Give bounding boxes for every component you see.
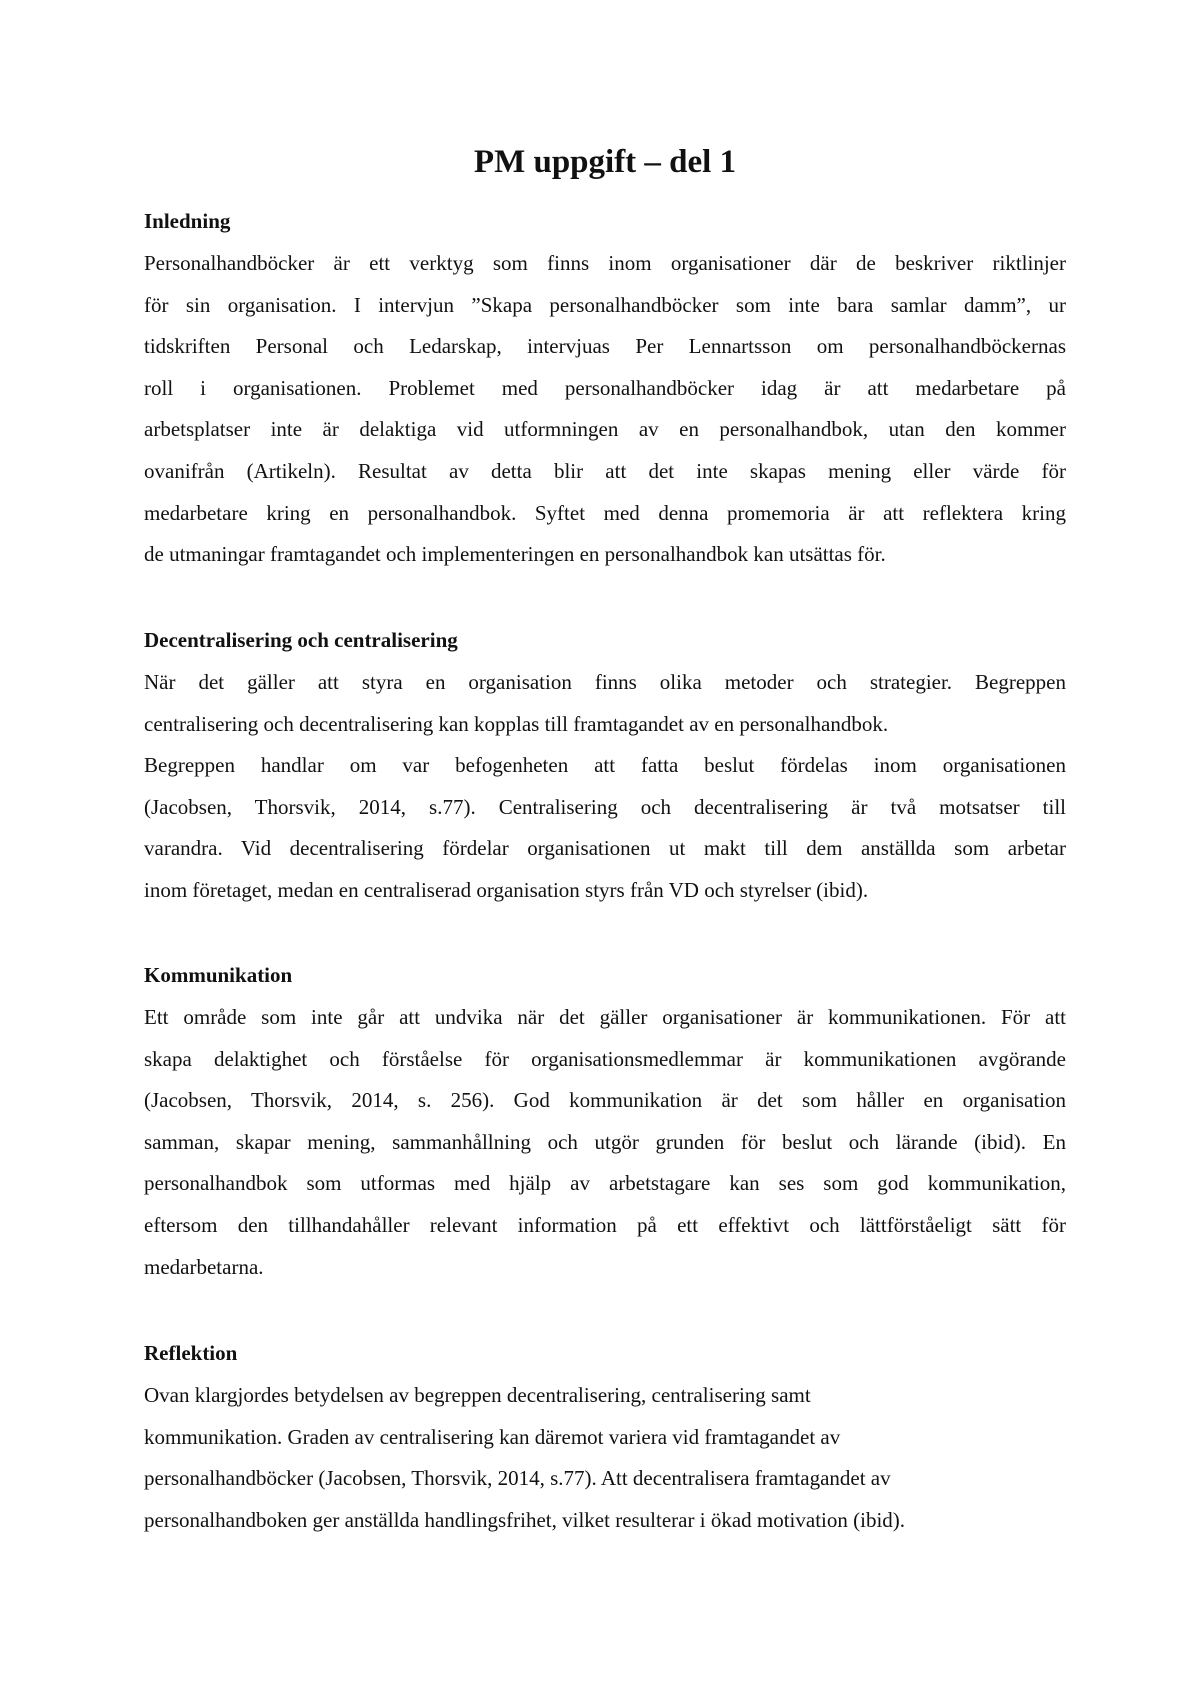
section-heading-decentralisering: Decentralisering och centralisering <box>144 628 458 652</box>
paragraph-line: för sin organisation. I intervjun ”Skapa personalhandböcker som inte bara samlar damm”, ur <box>144 292 1066 317</box>
paragraph-line: inom företaget, medan en centraliserad organisation styrs från VD och styrelser (ibid). <box>144 877 869 902</box>
section-body-reflektion <box>144 1375 1066 1541</box>
section-body-inledning <box>144 243 1066 576</box>
paragraph-line: personalhandbok som utformas med hjälp av arbetstagare kan ses som god kommunikation, <box>144 1171 1066 1196</box>
paragraph-line: När det gäller att styra en organisation finns olika metoder och strategier. Begreppen <box>144 670 1066 694</box>
paragraph-line: Begreppen handlar om var befogenheten att fatta beslut fördelas inom organisationen <box>144 753 1066 778</box>
paragraph-line: (Jacobsen, Thorsvik, 2014, s.77). Centralisering och decentralisering är två motsatser till <box>144 794 1066 819</box>
paragraph-line: varandra. Vid decentralisering fördelar organisationen ut makt till dem anställda som arbetar <box>144 836 1066 861</box>
paragraph-line: medarbetare kring en personalhandbok. Syftet med denna promemoria är att reflektera kring <box>144 500 1066 525</box>
paragraph-line: samman, skapar mening, sammanhållning och utgör grunden för beslut och lärande (ibid). En <box>144 1129 1066 1154</box>
section-body-decentralisering <box>144 662 1066 912</box>
section-heading-reflektion: Reflektion <box>144 1341 238 1365</box>
paragraph-line: medarbetarna. <box>144 1254 264 1279</box>
section-body-kommunikation <box>144 997 1066 1288</box>
paragraph-line: Personalhandböcker är ett verktyg som finns inom organisationer där de beskriver riktlinjer <box>144 251 1066 275</box>
paragraph-line: tidskriften Personal och Ledarskap, intervjuas Per Lennartsson om personalhandböckernas <box>144 334 1066 359</box>
paragraph-line: kommunikation. Graden av centralisering kan däremot variera vid framtagandet av <box>144 1424 841 1449</box>
paragraph-line: de utmaningar framtagandet och implementeringen en personalhandbok kan utsättas för. <box>144 542 886 567</box>
paragraph-line: personalhandböcker (Jacobsen, Thorsvik, 2014, s.77). Att decentralisera framtagandet av <box>144 1466 891 1491</box>
paragraph-line: ovanifrån (Artikeln). Resultat av detta blir att det inte skapas mening eller värde för <box>144 458 1066 483</box>
paragraph-line: (Jacobsen, Thorsvik, 2014, s. 256). God kommunikation är det som håller en organisation <box>144 1088 1066 1113</box>
section-heading-kommunikation: Kommunikation <box>144 963 293 987</box>
paragraph-line: arbetsplatser inte är delaktiga vid utformningen av en personalhandbok, utan den kommer <box>144 417 1066 442</box>
paragraph-line: centralisering och decentralisering kan kopplas till framtagandet av en personalhandbok. <box>144 711 889 736</box>
document-title: PM uppgift – del 1 <box>473 144 737 180</box>
section-heading-inledning: Inledning <box>144 209 231 233</box>
paragraph-line: personalhandboken ger anställda handlingsfrihet, vilket resulterar i ökad motivation (ibid). <box>144 1507 906 1532</box>
paragraph-line: eftersom den tillhandahåller relevant information på ett effektivt och lättförståeligt sätt för <box>144 1212 1066 1237</box>
paragraph-line: roll i organisationen. Problemet med personalhandböcker idag är att medarbetare på <box>144 375 1066 400</box>
paragraph-line: Ovan klargjordes betydelsen av begreppen decentralisering, centralisering samt <box>144 1383 811 1407</box>
paragraph-line: Ett område som inte går att undvika när det gäller organisationer är kommunikationen. För att <box>144 1005 1066 1029</box>
paragraph-line: skapa delaktighet och förståelse för organisationsmedlemmar är kommunikationen avgörande <box>144 1046 1066 1071</box>
